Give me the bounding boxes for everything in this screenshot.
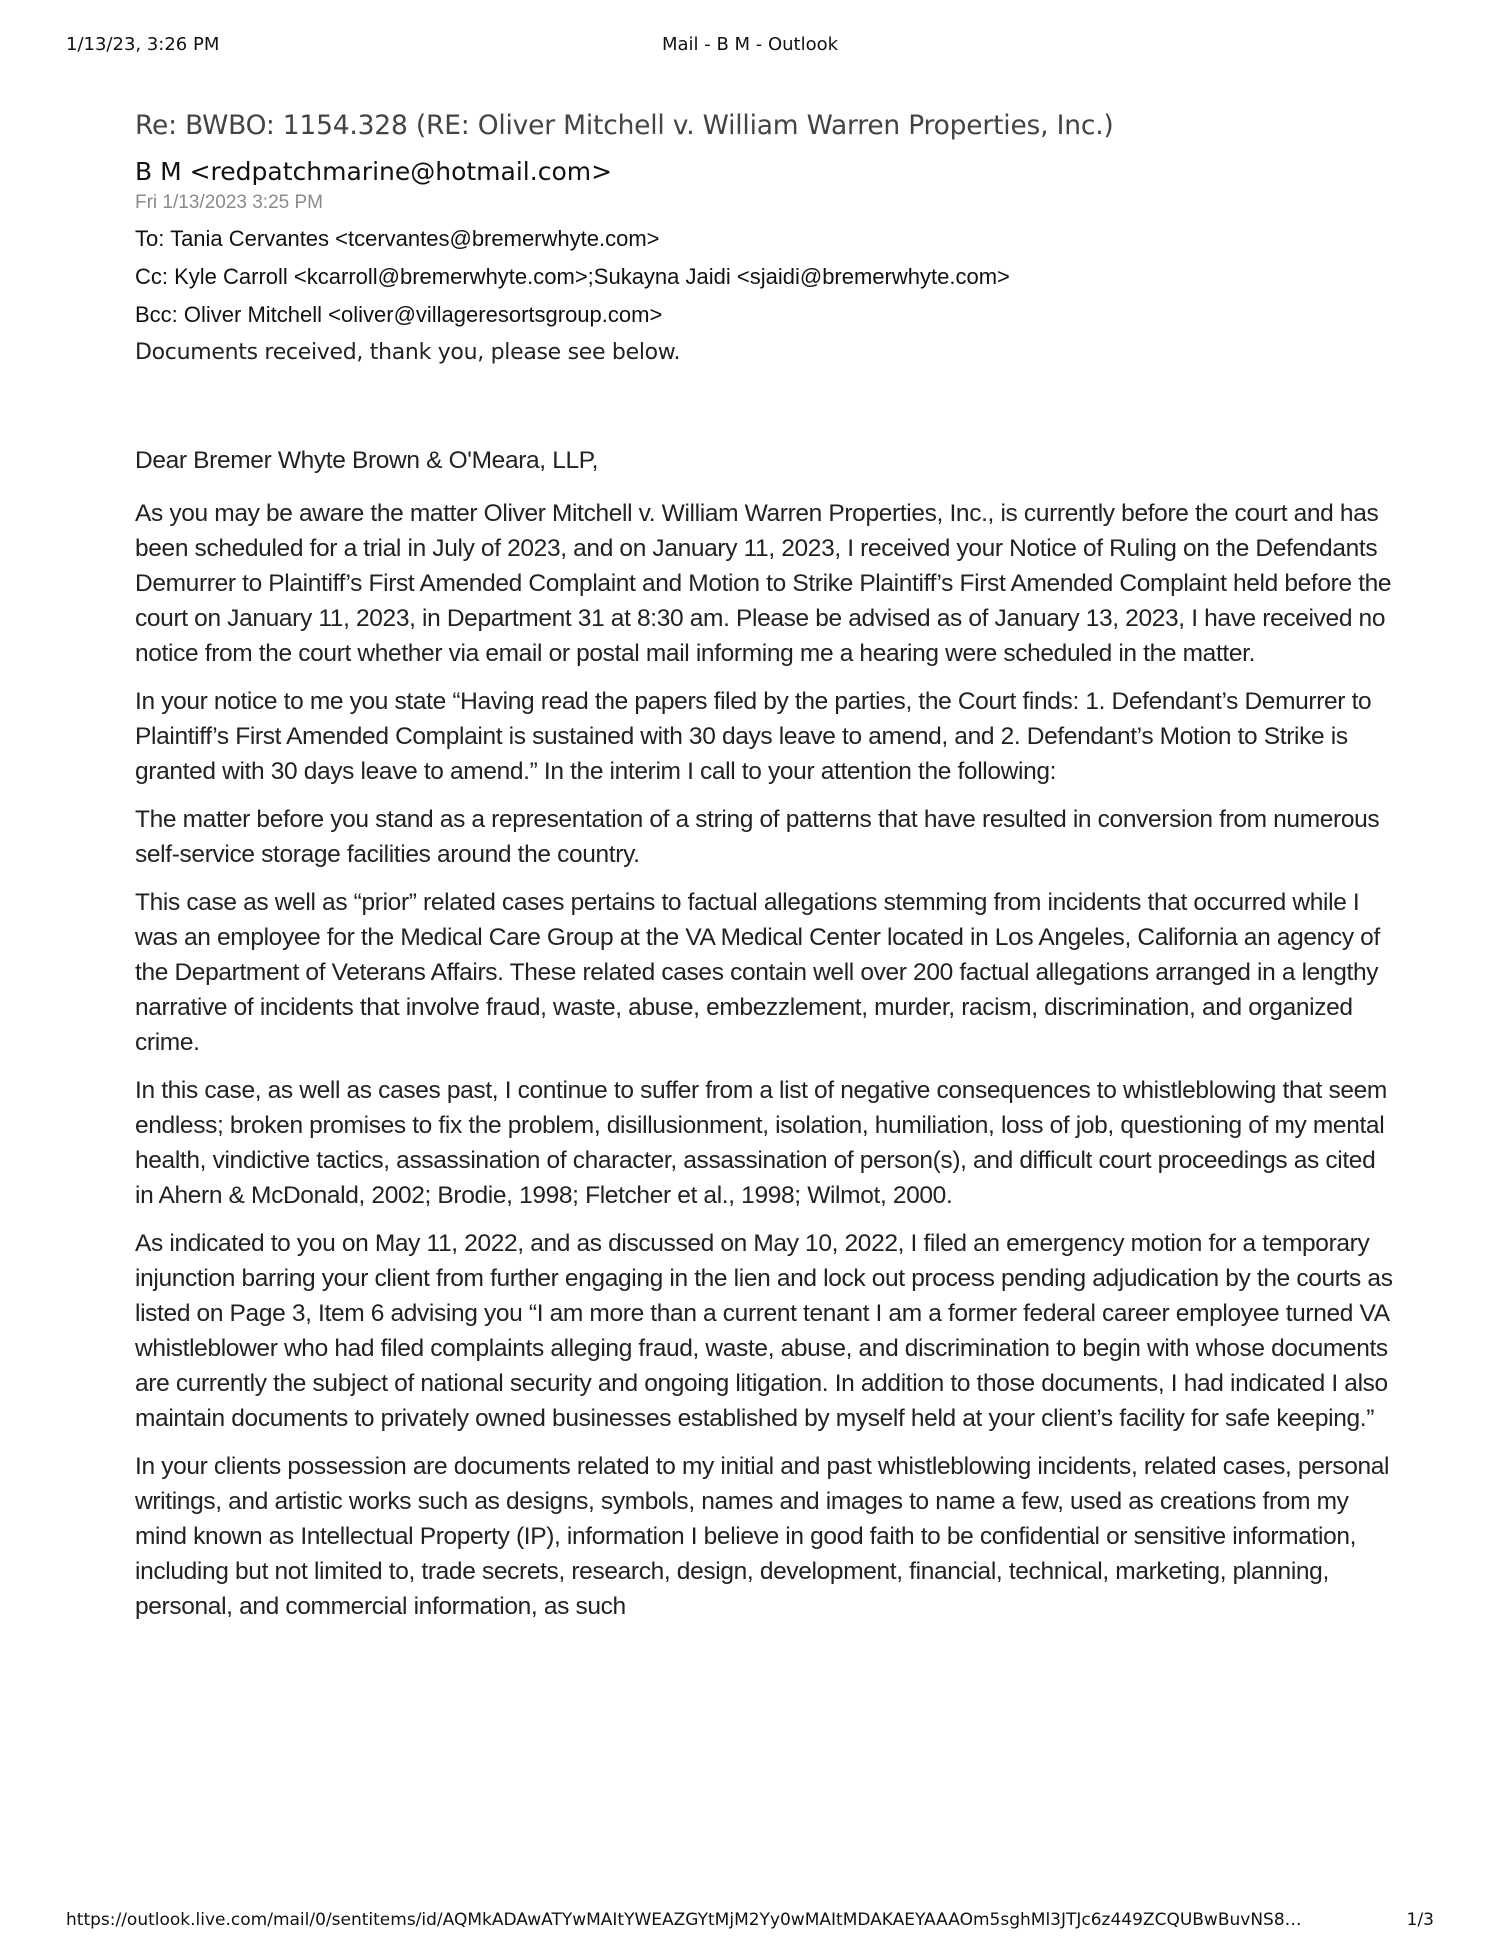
email-cc[interactable]: Cc: Kyle Carroll <kcarroll@bremerwhyte.com>;Sukayna Jaidi <sjaidi@bremerwhyte.com> <box>135 264 1010 289</box>
email-body <box>135 443 1395 1624</box>
body-paragraph: In your clients possession are documents related to my initial and past whistleblowing incidents, related cases, personal writings, and artistic works such as designs, symbols, names and images to name a few, used as creations from my mind known as Intellectual Property (IP), information I believe in good faith to be confidential or sensitive information, including but not limited to, trade secrets, research, design, development, financial, technical, marketing, planning, personal, and commercial information, as such <box>135 1453 1390 1620</box>
body-paragraph: In your notice to me you state “Having read the papers filed by the parties, the Court finds: 1. Defendant’s Demurrer to Plaintiff’s First Amended Complaint is sustained with 30 days leave to amend, and 2. Defendant’s Motion to Strike is granted with 30 days leave to amend.” In the interim I call to your attention the following: <box>135 688 1372 785</box>
email-subject: Re: BWBO: 1154.328 (RE: Oliver Mitchell v. William Warren Properties, Inc.) <box>135 110 1114 141</box>
print-page-title: Mail - B M - Outlook <box>661 34 839 55</box>
body-paragraph: In this case, as well as cases past, I continue to suffer from a list of negative consequences to whistleblowing that seem endless; broken promises to fix the problem, disillusionment, isolation, humiliation, loss of job, questioning of my mental health, vindictive tactics, assassination of character, assassination of person(s), and difficult court proceedings as cited in Ahern & McDonald, 2002; Brodie, 1998; Fletcher et al., 1998; Wilmot, 2000. <box>135 1077 1387 1209</box>
print-url: https://outlook.live.com/mail/0/sentitems/id/AQMkADAwATYwMAItYWEAZGYtMjM2Yy0wMAItMDAKAEYAAAOm5sghMl3JTJc6z449ZCQUBwBuvNS8… <box>66 1910 1302 1930</box>
email-sent-date: Fri 1/13/2023 3:25 PM <box>135 192 323 213</box>
body-paragraph: This case as well as “prior” related cases pertains to factual allegations stemming from incidents that occurred while I was an employee for the Medical Care Group at the VA Medical Center located in Los Angeles, California an agency of the Department of Veterans Affairs. These related cases contain well over 200 factual allegations arranged in a lengthy narrative of incidents that involve fraud, waste, abuse, embezzlement, murder, racism, discrimination, and organized crime. <box>135 889 1380 1056</box>
email-message <box>135 110 1395 1637</box>
print-footer <box>66 1910 1434 1932</box>
body-paragraph: As indicated to you on May 11, 2022, and as discussed on May 10, 2022, I filed an emergency motion for a temporary injunction barring your client from further engaging in the lien and lock out process pending adjudication by the courts as listed on Page 3, Item 6 advising you “I am more than a current tenant I am a former federal career employee turned VA whistleblower who had filed complaints alleging fraud, waste, abuse, and discrimination to begin with whose documents are currently the subject of national security and ongoing litigation. In addition to those documents, I had indicated I also maintain documents to privately owned businesses established by myself held at your client’s facility for safe keeping.” <box>135 1230 1393 1432</box>
print-page-number: 1/3 <box>1406 1910 1434 1930</box>
email-to[interactable]: To: Tania Cervantes <tcervantes@bremerwhyte.com> <box>135 226 660 251</box>
print-datetime: 1/13/23, 3:26 PM <box>66 34 220 55</box>
print-header <box>66 34 1434 56</box>
body-paragraph: As you may be aware the matter Oliver Mitchell v. William Warren Properties, Inc., is currently before the court and has been scheduled for a trial in July of 2023, and on January 11, 2023, I received your Notice of Ruling on the Defendants Demurrer to Plaintiff’s First Amended Complaint and Motion to Strike Plaintiff’s First Amended Complaint held before the court on January 11, 2023, in Department 31 at 8:30 am. Please be advised as of January 13, 2023, I have received no notice from the court whether via email or postal mail informing me a hearing were scheduled in the matter. <box>135 500 1392 667</box>
email-greeting: Dear Bremer Whyte Brown & O'Meara, LLP, <box>135 447 599 474</box>
email-bcc[interactable]: Bcc: Oliver Mitchell <oliver@villageresortsgroup.com> <box>135 302 663 327</box>
email-sender[interactable]: B M <redpatchmarine@hotmail.com> <box>135 157 613 186</box>
email-intro: Documents received, thank you, please see below. <box>135 340 681 365</box>
body-paragraph: The matter before you stand as a representation of a string of patterns that have resulted in conversion from numerous self-service storage facilities around the country. <box>135 806 1380 868</box>
